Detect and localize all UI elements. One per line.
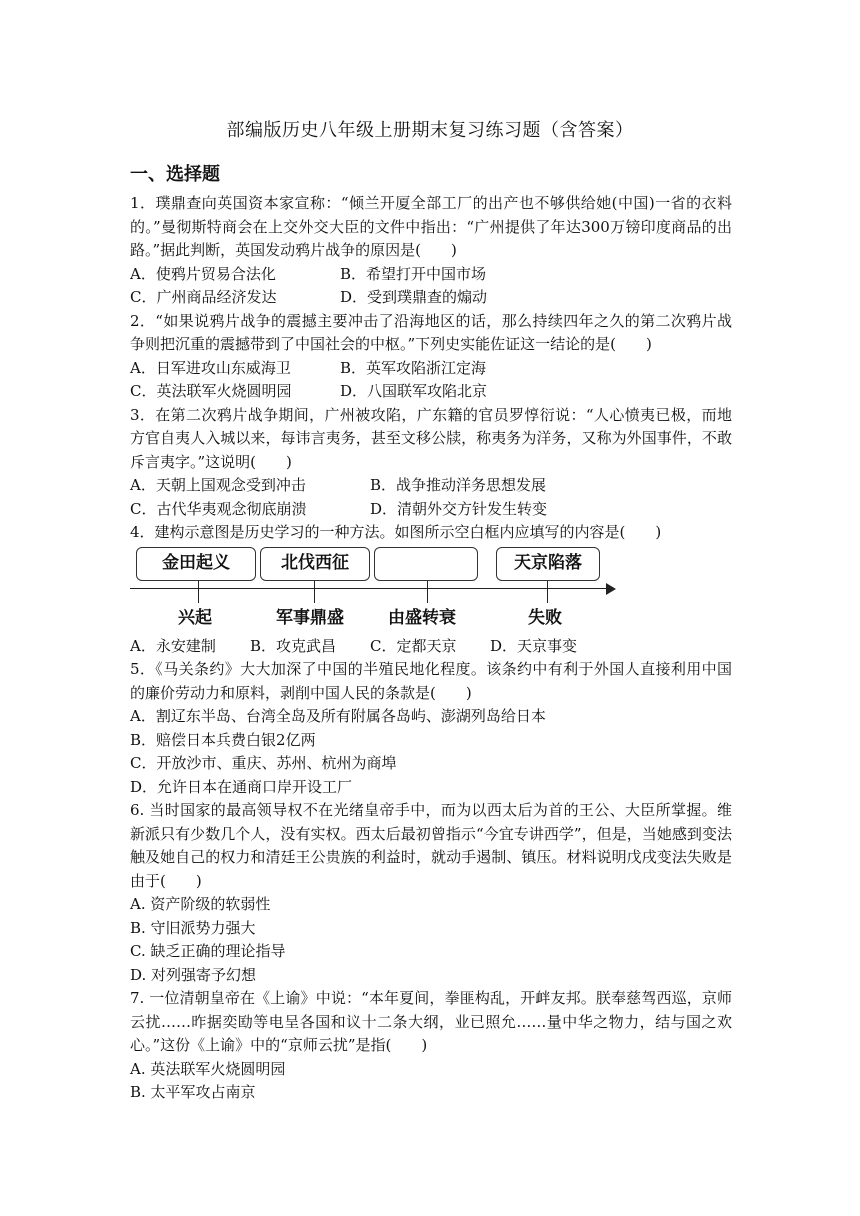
option-b: B. 守旧派势力强大 bbox=[130, 918, 256, 937]
timeline-axis bbox=[130, 588, 610, 589]
option-c: C．英法联军火烧圆明园 bbox=[130, 382, 292, 400]
question-stem: 3．在第二次鸦片战争期间，广州被攻陷，广东籍的官员罗惇衍说：“人心愤夷已极，而地方官自夷人入城以来，每讳言夷务，甚至文移公牍，称夷务为洋务，又称为外国事件，不敢斥言夷字。”这说明( ) bbox=[130, 405, 732, 471]
option-a: A. 资产阶级的软弱性 bbox=[130, 895, 271, 913]
question-stem: 2．“如果说鸦片战争的震撼主要冲击了沿海地区的话，那么持续四年之久的第二次鸦片战争则把沉重的震撼带到了中国社会的中枢。”下列史实能佐证这一结论的是( ) bbox=[130, 311, 732, 353]
document-title: 部编版历史八年级上册期末复习练习题（含答案） bbox=[226, 120, 634, 141]
option-row bbox=[130, 357, 732, 381]
timeline-diagram bbox=[130, 547, 732, 635]
option-c: C. 缺乏正确的理论指导 bbox=[130, 942, 286, 960]
option-a: A. 英法联军火烧圆明园 bbox=[130, 1059, 286, 1078]
option-c: C．开放沙市、重庆、苏州、杭州为商埠 bbox=[130, 754, 397, 772]
option-row bbox=[130, 263, 732, 287]
section-heading: 一、选择题 bbox=[130, 164, 220, 185]
diagram-label-4: 失败 bbox=[528, 607, 562, 628]
option-row bbox=[130, 498, 732, 522]
option-c: C．古代华夷观念彻底崩溃 bbox=[130, 499, 307, 518]
diagram-box-1: 金田起义 bbox=[136, 547, 256, 581]
arrow-head-icon bbox=[606, 583, 616, 595]
timeline-tick bbox=[198, 581, 199, 603]
option-a: A．日军进攻山东威海卫 bbox=[130, 358, 291, 377]
option-d: D．天京事变 bbox=[490, 636, 578, 655]
option-a: A．使鸦片贸易合法化 bbox=[130, 264, 276, 283]
diagram-label-3: 由盛转衰 bbox=[388, 607, 456, 628]
option-b: B．赔偿日本兵费白银2亿两 bbox=[130, 730, 316, 749]
question-stem: 5．《马关条约》大大加深了中国的半殖民地化程度。该条约中有利于外国人直接利用中国的廉价劳动力和原料，剥削中国人民的条款是( ) bbox=[130, 660, 732, 702]
question-list bbox=[130, 192, 732, 1105]
option-b: B．希望打开中国市场 bbox=[340, 264, 487, 283]
diagram-box-2: 北伐西征 bbox=[260, 547, 370, 581]
option-row bbox=[130, 635, 732, 659]
option-a: A．割辽东半岛、台湾全岛及所有附属各岛屿、澎湖列岛给日本 bbox=[130, 707, 546, 725]
option-d: D. 对列强寄予幻想 bbox=[130, 965, 257, 984]
option-b: B. 太平军攻占南京 bbox=[130, 1083, 256, 1101]
option-b: B．英军攻陷浙江定海 bbox=[340, 358, 487, 377]
timeline-tick bbox=[547, 581, 548, 603]
question-stem: 1．璞鼎查向英国资本家宣称：“倾兰开厦全部工厂的出产也不够供给她(中国)一省的衣料的。”曼彻斯特商会在上交外交大臣的文件中指出：“广州提供了年达300万镑印度商品的出路。”据此判断，英国发动鸦片战争的原因是( ) bbox=[130, 194, 732, 259]
option-a: A．永安建制 bbox=[130, 636, 216, 655]
option-row bbox=[130, 474, 732, 498]
diagram-box-4: 天京陷落 bbox=[496, 547, 600, 581]
option-d: D．受到璞鼎查的煽动 bbox=[340, 288, 488, 306]
timeline-tick bbox=[427, 581, 428, 603]
option-c: C．定都天京 bbox=[370, 636, 457, 655]
option-d: D．允许日本在通商口岸开设工厂 bbox=[130, 777, 353, 796]
diagram-box-blank bbox=[374, 547, 478, 581]
option-d: D．清朝外交方针发生转变 bbox=[370, 499, 548, 518]
option-c: C．广州商品经济发达 bbox=[130, 288, 277, 306]
option-row bbox=[130, 286, 732, 310]
option-a: A．天朝上国观念受到冲击 bbox=[130, 476, 306, 494]
diagram-label-1: 兴起 bbox=[178, 607, 212, 628]
diagram-label-2: 军事鼎盛 bbox=[276, 607, 344, 628]
option-b: B．战争推动洋务思想发展 bbox=[370, 476, 547, 494]
option-b: B．攻克武昌 bbox=[250, 636, 337, 655]
question-stem: 4．建构示意图是历史学习的一种方法。如图所示空白框内应填写的内容是( ) bbox=[130, 523, 662, 541]
question-stem: 7. 一位清朝皇帝在《上谕》中说：“本年夏间，拳匪构乱，开衅友邦。朕奉慈驾西巡，京师云扰……昨据奕劻等电呈各国和议十二条大纲，业已照允……量中华之物力，结与国之欢心。”这份《上谕》中的“京师云扰”是指( ) bbox=[130, 989, 732, 1054]
question-stem: 6. 当时国家的最高领导权不在光绪皇帝手中，而为以西太后为首的王公、大臣所掌握。维新派只有少数几个人，没有实权。西太后最初曾指示“今宜专讲西学”，但是，当她感到变法触及她自己的权力和清廷王公贵族的利益时，就动手遏制、镇压。材料说明戊戌变法失败是由于( ) bbox=[130, 801, 732, 890]
option-d: D．八国联军攻陷北京 bbox=[340, 382, 488, 400]
timeline-tick bbox=[314, 581, 315, 603]
option-row bbox=[130, 380, 732, 404]
